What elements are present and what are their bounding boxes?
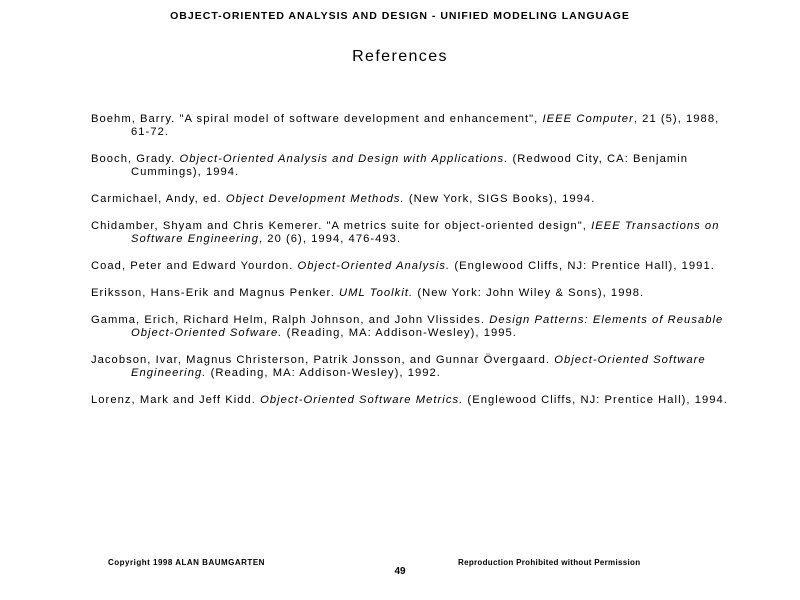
reference-details: , 21 (5), 1988, 61-72. bbox=[131, 113, 720, 138]
reference-authors: Coad, Peter and Edward Yourdon. bbox=[91, 260, 298, 272]
reference-item bbox=[91, 220, 731, 246]
reference-authors: Lorenz, Mark and Jeff Kidd. bbox=[91, 394, 261, 406]
reference-authors: Gamma, Erich, Richard Helm, Ralph Johnson, and John Vlissides. bbox=[91, 314, 490, 326]
reference-source: Object Development Methods. bbox=[225, 193, 405, 205]
reproduction-notice: Reproduction Prohibited without Permission bbox=[458, 558, 641, 567]
reference-list bbox=[91, 113, 731, 421]
reference-source: Object-Oriented Analysis and Design with Applications. bbox=[179, 153, 509, 165]
reference-details: , 20 (6), 1994, 476-493. bbox=[258, 233, 402, 245]
reference-authors: Boehm, Barry. "A spiral model of software development and enhancement", bbox=[91, 113, 543, 125]
page-number: 49 bbox=[394, 566, 406, 577]
page-title: References bbox=[352, 48, 448, 65]
reference-source: IEEE Transactions on Software Engineering bbox=[131, 220, 720, 245]
reference-details: (Englewood Cliffs, NJ: Prentice Hall), 1994. bbox=[463, 394, 728, 406]
reference-details: (New York: John Wiley & Sons), 1998. bbox=[413, 287, 645, 299]
reference-details: (Reading, MA: Addison-Wesley), 1995. bbox=[282, 327, 517, 339]
reference-item bbox=[91, 113, 731, 139]
reference-source: Object-Oriented Software Engineering. bbox=[131, 354, 706, 379]
reference-authors: Jacobson, Ivar, Magnus Christerson, Patrik Jonsson, and Gunnar Övergaard. bbox=[91, 354, 555, 366]
reference-item bbox=[91, 354, 731, 380]
reference-authors: Carmichael, Andy, ed. bbox=[91, 193, 226, 205]
reference-item bbox=[91, 260, 731, 273]
reference-source: Object-Oriented Software Metrics. bbox=[260, 394, 464, 406]
reference-authors: Eriksson, Hans-Erik and Magnus Penker. bbox=[91, 287, 340, 299]
reference-source: UML Toolkit. bbox=[339, 287, 414, 299]
reference-source: Design Patterns: Elements of Reusable Object-Oriented Sofware. bbox=[131, 314, 724, 339]
reference-details: (Englewood Cliffs, NJ: Prentice Hall), 1991. bbox=[450, 260, 715, 272]
running-header: OBJECT-ORIENTED ANALYSIS AND DESIGN - UNIFIED MODELING LANGUAGE bbox=[170, 10, 630, 22]
reference-source: Object-Oriented Analysis. bbox=[297, 260, 451, 272]
reference-item bbox=[91, 394, 731, 407]
reference-item bbox=[91, 153, 731, 179]
reference-authors: Chidamber, Shyam and Chris Kemerer. "A metrics suite for object-oriented design", bbox=[91, 220, 592, 232]
copyright-notice: Copyright 1998 ALAN BAUMGARTEN bbox=[108, 558, 265, 567]
reference-details: (Reading, MA: Addison-Wesley), 1992. bbox=[206, 367, 441, 379]
reference-source: IEEE Computer bbox=[542, 113, 634, 125]
reference-authors: Booch, Grady. bbox=[91, 153, 180, 165]
reference-details: (Redwood City, CA: Benjamin Cummings), 1994. bbox=[131, 153, 689, 178]
reference-item bbox=[91, 193, 731, 206]
reference-item bbox=[91, 314, 731, 340]
reference-details: (New York, SIGS Books), 1994. bbox=[404, 193, 596, 205]
reference-item bbox=[91, 287, 731, 300]
